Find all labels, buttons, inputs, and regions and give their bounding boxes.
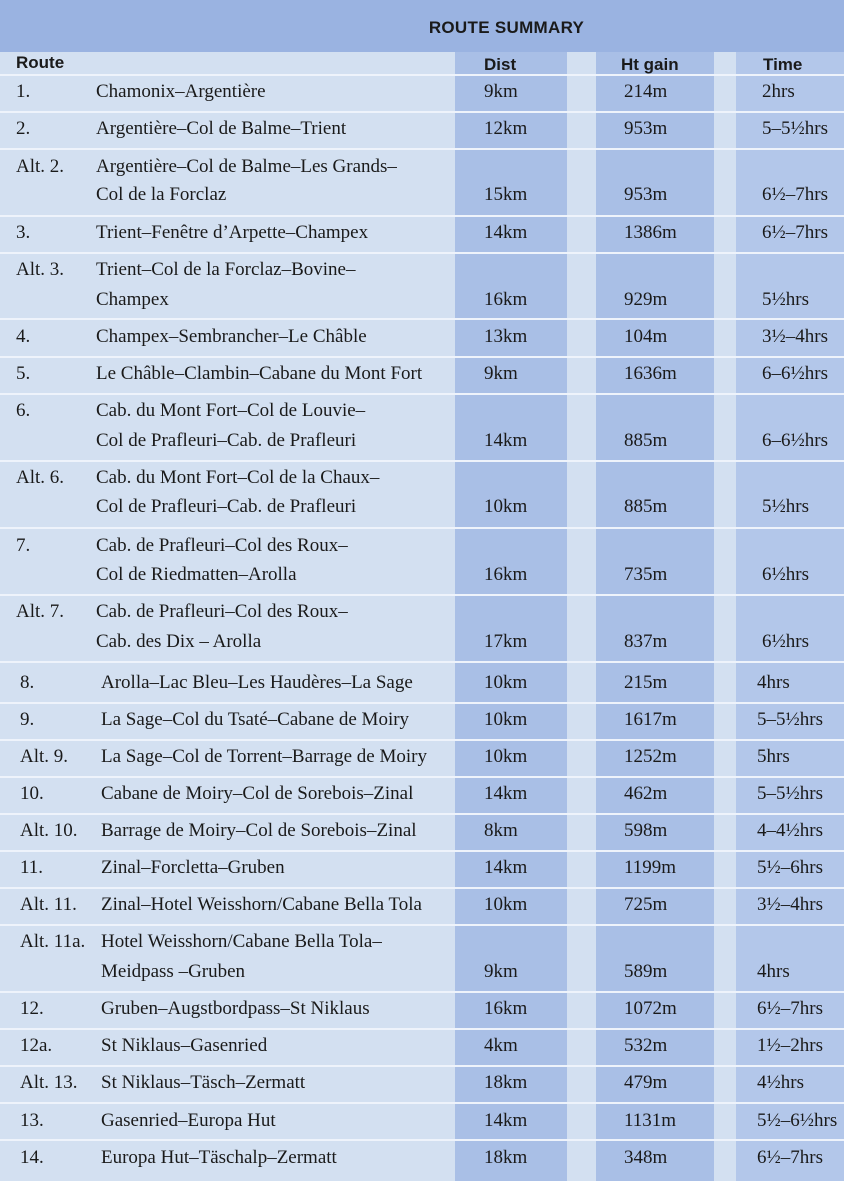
route-name-line: Cab. de Prafleuri–Col des Roux– [96,535,348,556]
route-number: Alt. 3. [16,259,65,280]
route-time: 5½–6hrs [757,857,823,878]
route-name-line: Zinal–Hotel Weisshorn/Cabane Bella Tola [101,894,422,915]
route-distance: 16km [484,289,528,310]
route-time: 4hrs [757,672,790,693]
route-number: Alt. 11a. [20,931,86,952]
route-time: 5–5½hrs [757,709,823,730]
route-height-gain: 598m [624,820,668,841]
route-distance: 9km [484,363,518,384]
route-distance: 16km [484,998,528,1019]
route-name-line: Cab. de Prafleuri–Col des Roux– [96,601,348,622]
row-separator [0,1065,844,1067]
route-name-line: Cabane de Moiry–Col de Sorebois–Zinal [101,783,414,804]
route-distance: 12km [484,118,528,139]
route-name-line: Arolla–Lac Bleu–Les Haudères–La Sage [101,672,413,693]
route-number: 8. [20,672,35,693]
row-separator [0,215,844,217]
header-ht-gain: Ht gain [621,55,679,74]
row-separator [0,776,844,778]
route-name-line: Gasenried–Europa Hut [101,1110,276,1131]
route-distance: 16km [484,564,528,585]
route-time: 5½hrs [762,496,809,517]
route-number: 4. [16,326,31,347]
route-name-line: Europa Hut–Täschalp–Zermatt [101,1147,337,1168]
route-height-gain: 929m [624,289,668,310]
route-number: Alt. 11. [20,894,77,915]
row-separator [0,739,844,741]
route-time: 5½–6½hrs [757,1110,838,1131]
route-number: Alt. 6. [16,467,65,488]
route-distance: 18km [484,1072,528,1093]
route-distance: 14km [484,857,528,878]
route-height-gain: 348m [624,1147,668,1168]
route-height-gain: 104m [624,326,668,347]
route-name-line: Col de la Forclaz [96,184,227,205]
row-separator [0,148,844,150]
route-time: 6½–7hrs [762,222,828,243]
route-height-gain: 215m [624,672,668,693]
route-distance: 10km [484,894,528,915]
header-route: Route [16,53,65,72]
route-number: 12. [20,998,44,1019]
route-number: 6. [16,400,31,421]
route-distance: 10km [484,709,528,730]
route-name-line: Col de Riedmatten–Arolla [96,564,297,585]
route-name-line: Meidpass –Gruben [101,961,246,982]
row-separator [0,393,844,395]
row-separator [0,850,844,852]
page-title: ROUTE SUMMARY [428,18,585,37]
route-name-line: Cab. du Mont Fort–Col de Louvie– [96,400,366,421]
route-name-line: Le Châble–Clambin–Cabane du Mont Fort [96,363,423,384]
route-name-line: St Niklaus–Gasenried [101,1035,268,1056]
route-distance: 14km [484,1110,528,1131]
route-number: Alt. 2. [16,156,65,177]
row-separator [0,594,844,596]
route-time: 4–4½hrs [757,820,823,841]
route-distance: 8km [484,820,518,841]
route-number: Alt. 9. [20,746,69,767]
route-height-gain: 885m [624,430,668,451]
row-separator [0,111,844,113]
route-height-gain: 885m [624,496,668,517]
route-time: 1½–2hrs [757,1035,823,1056]
row-separator [0,991,844,993]
route-distance: 10km [484,496,528,517]
route-distance: 10km [484,672,528,693]
route-name-line: Zinal–Forcletta–Gruben [101,857,285,878]
row-separator [0,887,844,889]
route-distance: 15km [484,184,528,205]
route-height-gain: 214m [624,81,668,102]
route-name-line: Chamonix–Argentière [96,81,266,102]
route-name-line: Barrage de Moiry–Col de Sorebois–Zinal [101,820,417,841]
row-separator [0,356,844,358]
route-height-gain: 1617m [624,709,677,730]
route-time: 6½–7hrs [762,184,828,205]
route-time: 6½hrs [762,631,809,652]
route-name-line: St Niklaus–Täsch–Zermatt [101,1072,306,1093]
route-number: 1. [16,81,31,102]
route-time: 6–6½hrs [762,430,828,451]
route-distance: 4km [484,1035,518,1056]
route-number: Alt. 7. [16,601,65,622]
route-number: 3. [16,222,31,243]
route-name-line: Trient–Fenêtre d’Arpette–Champex [96,222,369,243]
route-name-line: Champex–Sembrancher–Le Châble [96,326,367,347]
route-height-gain: 953m [624,184,668,205]
route-height-gain: 479m [624,1072,668,1093]
route-name-line: Trient–Col de la Forclaz–Bovine– [96,259,356,280]
header-dist: Dist [484,55,517,74]
row-separator [0,74,844,76]
route-distance: 18km [484,1147,528,1168]
route-height-gain: 725m [624,894,668,915]
row-separator [0,1028,844,1030]
route-time: 6–6½hrs [762,363,828,384]
route-name-line: Col de Prafleuri–Cab. de Prafleuri [96,430,357,451]
row-separator [0,702,844,704]
route-height-gain: 837m [624,631,668,652]
route-name-line: La Sage–Col du Tsaté–Cabane de Moiry [101,709,410,730]
row-separator [0,1102,844,1104]
route-name-line: La Sage–Col de Torrent–Barrage de Moiry [101,746,427,767]
route-number: 11. [20,857,44,878]
route-number: Alt. 13. [20,1072,78,1093]
route-number: Alt. 10. [20,820,78,841]
route-number: 9. [20,709,35,730]
route-name-line: Argentière–Col de Balme–Les Grands– [96,156,397,177]
route-distance: 9km [484,961,518,982]
route-distance: 14km [484,430,528,451]
route-time: 5–5½hrs [757,783,823,804]
route-distance: 10km [484,746,528,767]
route-number: 13. [20,1110,44,1131]
route-number: 5. [16,363,31,384]
route-distance: 9km [484,81,518,102]
row-separator [0,924,844,926]
route-height-gain: 1131m [624,1110,677,1131]
route-height-gain: 953m [624,118,668,139]
route-height-gain: 1386m [624,222,677,243]
route-time: 5hrs [757,746,790,767]
route-number: 2. [16,118,31,139]
route-distance: 14km [484,783,528,804]
route-time: 2hrs [762,81,795,102]
route-name-line: Gruben–Augstbordpass–St Niklaus [101,998,370,1019]
title-banner [0,0,844,52]
header-time: Time [763,55,803,74]
route-height-gain: 589m [624,961,668,982]
route-height-gain: 532m [624,1035,668,1056]
row-separator [0,813,844,815]
route-time: 6½–7hrs [757,1147,823,1168]
route-name-line: Col de Prafleuri–Cab. de Prafleuri [96,496,357,517]
route-height-gain: 1199m [624,857,677,878]
route-height-gain: 1252m [624,746,677,767]
route-time: 5–5½hrs [762,118,828,139]
route-time: 3½–4hrs [762,326,828,347]
row-separator [0,1139,844,1141]
route-name-line: Hotel Weisshorn/Cabane Bella Tola– [101,931,382,952]
route-number: 7. [16,535,31,556]
route-distance: 13km [484,326,528,347]
route-time: 5½hrs [762,289,809,310]
row-separator [0,460,844,462]
route-number: 10. [20,783,44,804]
route-height-gain: 462m [624,783,668,804]
route-time: 6½–7hrs [757,998,823,1019]
route-time: 4hrs [757,961,790,982]
route-distance: 14km [484,222,528,243]
row-separator [0,318,844,320]
route-time: 4½hrs [757,1072,804,1093]
route-height-gain: 1072m [624,998,677,1019]
route-time: 6½hrs [762,564,809,585]
route-time: 3½–4hrs [757,894,823,915]
route-name-line: Champex [96,289,169,310]
row-separator [0,661,844,663]
route-number: 14. [20,1147,44,1168]
row-separator [0,527,844,529]
route-name-line: Argentière–Col de Balme–Trient [96,118,347,139]
route-name-line: Cab. du Mont Fort–Col de la Chaux– [96,467,380,488]
route-name-line: Cab. des Dix – Arolla [96,631,262,652]
row-separator [0,252,844,254]
route-height-gain: 735m [624,564,668,585]
route-distance: 17km [484,631,528,652]
route-number: 12a. [20,1035,53,1056]
route-height-gain: 1636m [624,363,677,384]
